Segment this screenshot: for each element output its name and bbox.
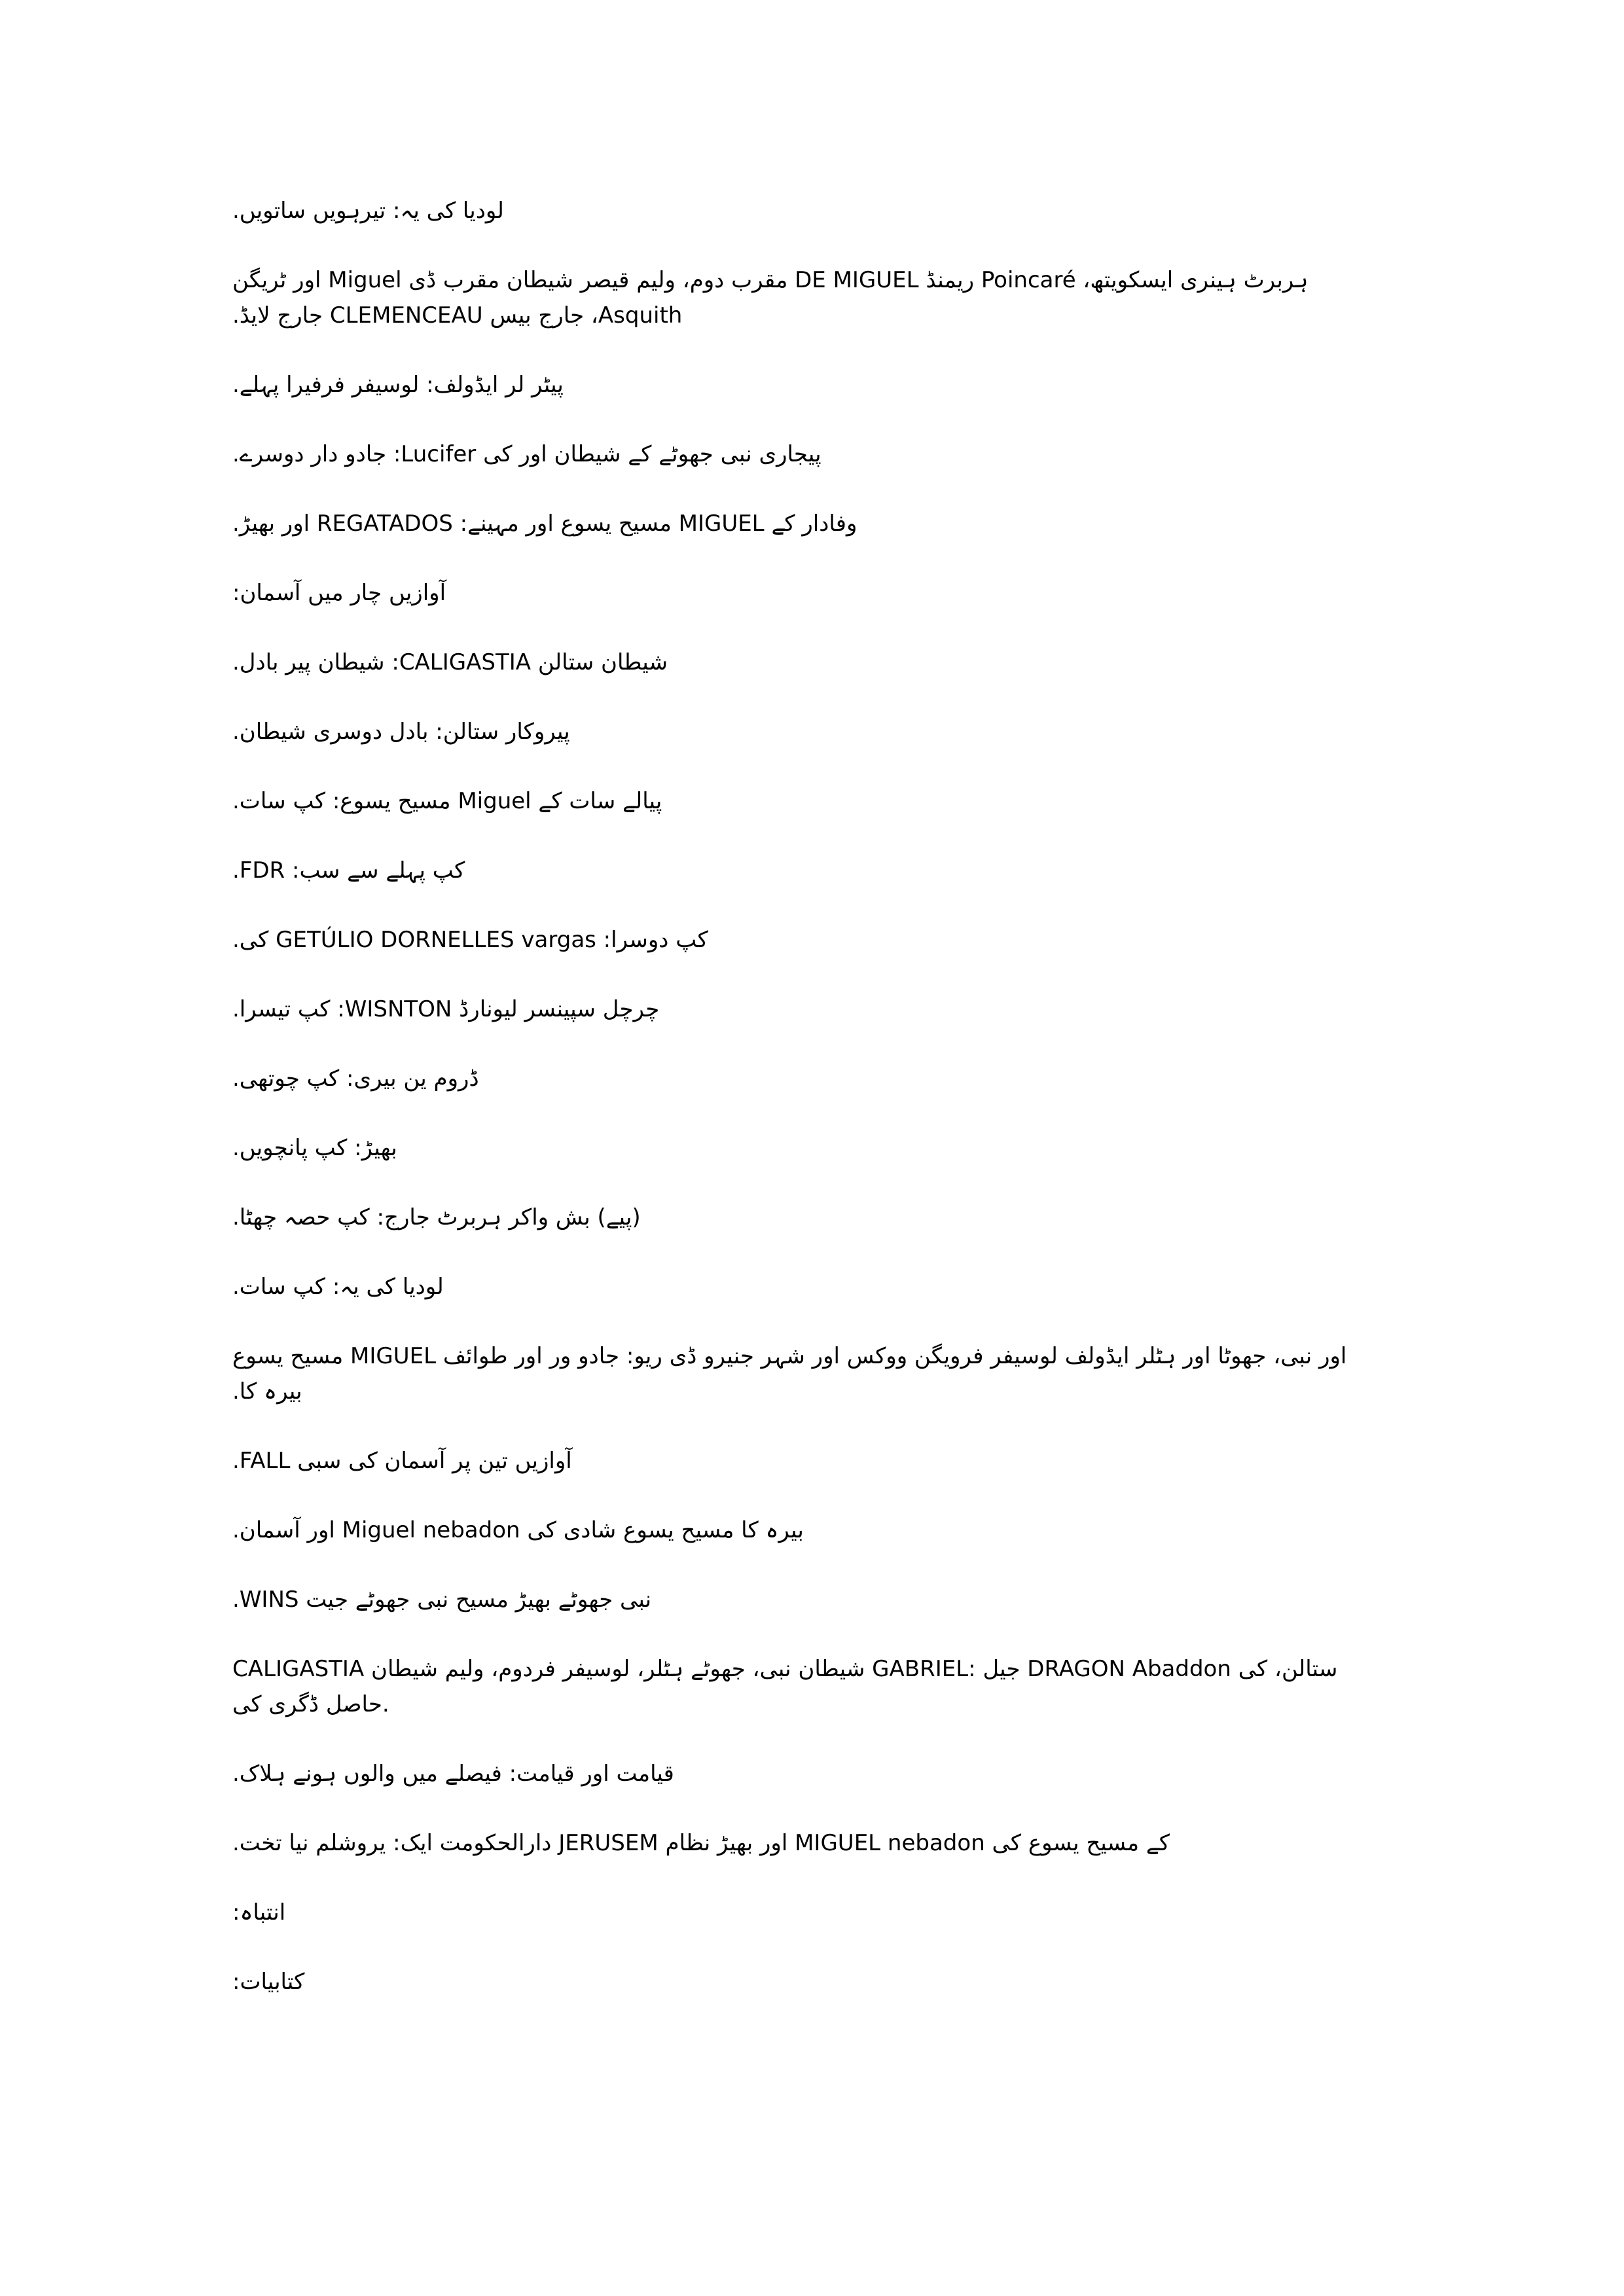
paragraph: پیجاری نبی جھوٹے کے شیطان اور کی Lucifer: جادو دار دوسرے. (232, 441, 821, 467)
paragraph: آوازیں تین پر آسمان کی سبی FALL. (232, 1448, 572, 1474)
paragraph: CALIGASTIA شیطان نبی، جھوٹے ہٹلر، لوسیفر فردوم، ولیم شیطان GABRIEL: جیل DRAGON Abaddon ستالن، کی حاصل ڈگری کی. (232, 1656, 1345, 1717)
paragraph: لودیا کی یہ: کپ سات. (232, 1274, 444, 1300)
paragraph: کے مسیح یسوع کی MIGUEL nebadon اور بھیڑ نظام JERUSEM دارالحکومت ایک: یروشلم نیا تخت. (232, 1830, 1170, 1856)
section-heading: کتابیات: (232, 1969, 305, 1995)
paragraph: (پیے) بش واکر ہربرٹ جارج: کپ حصہ چھٹا. (232, 1204, 641, 1230)
paragraph: لودیا کی یہ: تیرہویں ساتویں. (232, 198, 504, 224)
section-heading: آوازیں چار میں آسمان: (232, 580, 446, 606)
paragraph: چرچل سپینسر لیونارڈ WISNTON: کپ تیسرا. (232, 996, 660, 1022)
paragraph: کپ دوسرا: GETÚLIO DORNELLES vargas کی. (232, 927, 708, 953)
paragraph: اور نبی، جھوٹا اور ہٹلر ایڈولف لوسیفر فرویگن ووکس اور شہر جنیرو ڈی ریو: جادو ور اور طوائف MIGUEL مسیح یسوع بیرہ کا. (225, 1343, 1347, 1405)
paragraph: پیروکار ستالن: بادل دوسری شیطان. (232, 719, 570, 745)
section-heading: انتباہ: (232, 1899, 286, 1926)
paragraph: کپ پہلے سے سب: FDR. (232, 857, 465, 884)
paragraph: بیرہ کا مسیح یسوع شادی کی Miguel nebadon اور آسمان. (232, 1517, 804, 1543)
paragraph: نبی جھوٹے بھیڑ مسیح نبی جھوٹے جیت WINS. (232, 1587, 652, 1613)
paragraph: ہربرٹ ہینری ایسکویتھ، Poincaré ریمنڈ DE MIGUEL مقرب دوم، ولیم قیصر شیطان مقرب ڈی Miguel اور ٹریگن Asquith، جارج بیس CLEMENCEAU جارج لایڈ. (225, 267, 1308, 329)
paragraph: پیٹر لر ایڈولف: لوسیفر فرفیرا پہلے. (232, 372, 564, 398)
paragraph: ڈروم ین بیری: کپ چوتھی. (232, 1066, 479, 1092)
paragraph: قیامت اور قیامت: فیصلے میں والوں ہونے ہلاک. (232, 1761, 674, 1787)
paragraph: بھیڑ: کپ پانچویں. (232, 1135, 397, 1161)
paragraph: وفادار کے MIGUEL مسیح یسوع اور مہینے: REGATADOS اور بھیڑ. (232, 511, 857, 537)
paragraph: پیالے سات کے Miguel مسیح یسوع: کپ سات. (232, 788, 662, 814)
paragraph: شیطان ستالن CALIGASTIA: شیطان پیر بادل. (232, 649, 668, 675)
document-body (225, 193, 1388, 2000)
